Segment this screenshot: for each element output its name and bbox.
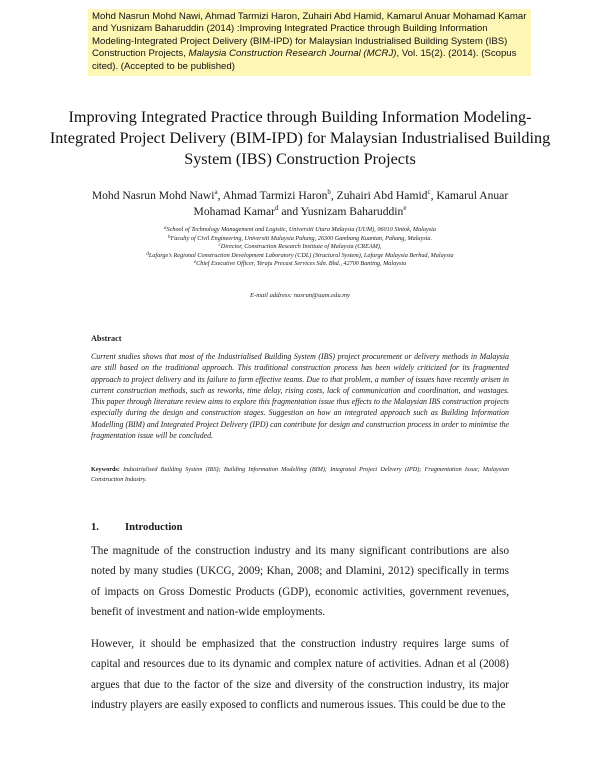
affiliation-text: Chief Executive Officer, Teraju Precast Services Sdn. Bhd., 42700 Banting, Malaysia: [196, 260, 407, 268]
author-sup: b: [327, 188, 331, 196]
affiliation-sup: e: [193, 260, 197, 266]
affiliation-sup: a: [164, 226, 167, 231]
author-name: Yusnizam Baharuddin: [300, 205, 404, 218]
affiliation-line: [95, 226, 505, 235]
affiliation-line: [95, 252, 505, 261]
abstract-body: Current studies shows that most of the Industrialised Building System (IBS) project procurement or delivery methods in Malaysia are still based on the traditional approach. This traditional construction process has been widely criticized for its fragmented approach to project delivery and its failure to form effective teams. Due to that problem, a number of issues have recently arisen in current construction methods, such as reworks, time delay, rising costs, lack of communication and coordination, and wastages. This paper through literature review aims to explore this fragmentation issue thus effects to the Malaysian IBS construction projects especially during the design and construction stages. Suggestion on how an integrated approach such as Building Information Modelling (BIM) and Integrated Project Delivery (IPD) can contribute for design and construction process in order to minimise the fragmentation issue will be concluded.: [91, 352, 509, 441]
author-sep: ,: [430, 189, 437, 202]
section-heading-introduction: [91, 522, 183, 533]
author-name: Ahmad Tarmizi Haron: [222, 189, 328, 202]
citation-note: [88, 9, 531, 76]
email-address: E-mail address: nasrun@uum.edu.my: [250, 292, 350, 299]
intro-paragraph-1: The magnitude of the construction industry and its many significant contributions are also noted by many studies (UKCG, 2009; Khan, 2008; and Dlamini, 2012) specifically in terms of impacts on Gross Domestic Products (GDP), economic activities, government revenues, benefit of investment and nation-wide employments.: [91, 545, 509, 619]
author-sup: c: [427, 188, 431, 196]
affiliation-text: Director, Construction Research Institute of Malaysia (CREAM),: [220, 243, 382, 251]
affiliation-line: [95, 260, 505, 269]
author-sup: d: [275, 204, 279, 212]
affiliation-sup: d: [146, 251, 149, 257]
author-list: [75, 188, 525, 220]
affiliation-text: Faculty of Civil Engineering, Universiti Malaysia Pahang, 26300 Gambang Kuantan, Pahang, Malaysia.: [170, 234, 433, 242]
affiliation-list: [95, 226, 505, 269]
author-sup: e: [403, 204, 407, 212]
affiliation-line: [95, 243, 505, 252]
keywords: [91, 465, 509, 484]
section-title: Introduction: [125, 522, 183, 533]
citation-text: Mohd Nasrun Mohd Nawi, Ahmad Tarmizi Haron, Zuhairi Abd Hamid, Kamarul Anuar Mohamad Kamar and Yusnizam Baharuddin (2014) :Improving Integrated Practice through Building Information Modeling-Integrated Project Delivery (BIM-IPD) for Malaysian Industrialised Building System (IBS) Construction Projects,: [92, 11, 527, 60]
author-sep: ,: [217, 189, 223, 202]
citation-tail: , Vol. 15(2). (2014). (Scopus cited). (Accepted to be published): [92, 48, 517, 72]
keywords-text: Industrialised Building System (IBS); Building Information Modelling (BIM); Integrated Project Delivery (IPD); Fragmentation Issue; Malaysian Construction Industry.: [91, 466, 509, 483]
affiliation-text: School of Technology Management and Logistic, Universiti Utara Malaysia (UUM), 06010 Sintok, Malaysia: [166, 226, 436, 233]
author-sup: a: [214, 188, 218, 196]
author-name: Zuhairi Abd Hamid: [336, 189, 428, 202]
citation-journal: Malaysia Construction Research Journal (MCRJ): [188, 48, 397, 60]
section-number: 1.: [91, 522, 99, 533]
author-sep: ,: [330, 189, 337, 202]
affiliation-sup: c: [218, 243, 221, 249]
affiliation-line: [95, 235, 505, 244]
affiliation-text: Lafarge's Regional Construction Development Laboratory (CDL) (Structural System), Lafarge Malaysia Berhad, Malaysia: [148, 251, 454, 259]
author-name: Mohd Nasrun Mohd Nawi: [91, 189, 215, 202]
affiliation-sup: b: [167, 234, 171, 240]
paper-title: Improving Integrated Practice through Building Information Modeling-Integrated Project Delivery (BIM-IPD) for Malaysian Industrialised Building System (IBS) Construction Projects: [49, 108, 551, 168]
abstract-heading: Abstract: [91, 334, 122, 343]
author-sep: and: [278, 205, 301, 218]
author-name: Kamarul Anuar Mohamad Kamar: [193, 189, 509, 218]
intro-paragraph-2: However, it should be emphasized that the construction industry requires large sums of capital and resources due to its dynamic and complex nature of activities. Adnan et al (2008) argues that due to the factor of the size and diversity of the construction industry, its major industry players are easily exposed to conflicts and numerous issues. This could be due to the: [91, 638, 509, 712]
keywords-label: Keywords:: [91, 466, 120, 473]
